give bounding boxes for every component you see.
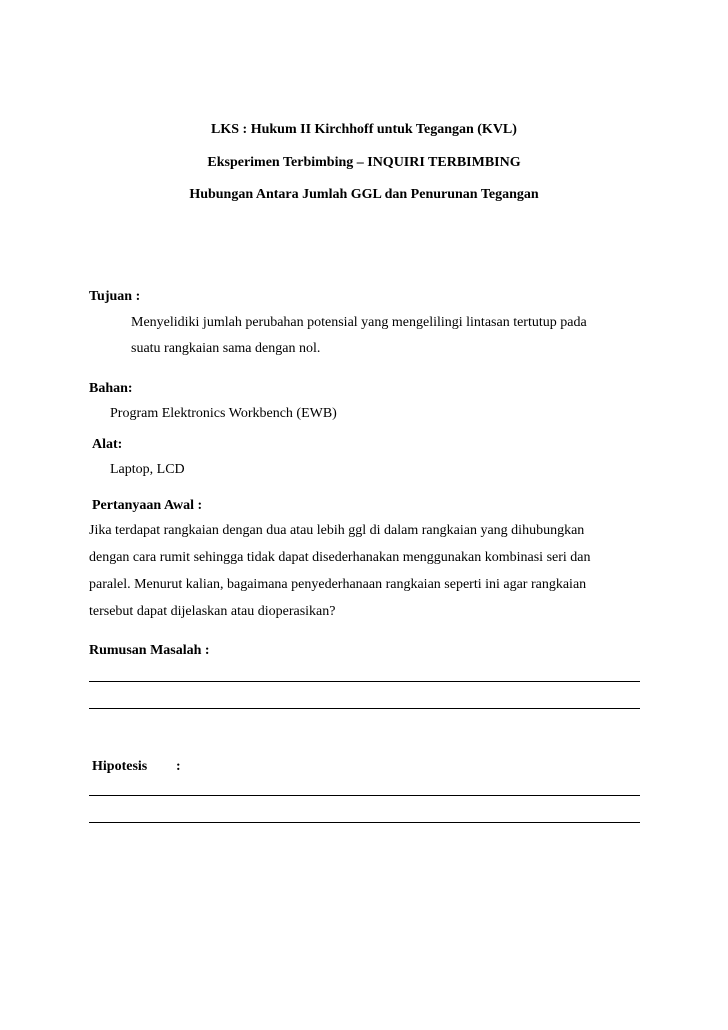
title-line-2: Eksperimen Terbimbing – INQUIRI TERBIMBING: [207, 155, 521, 170]
pertanyaan-awal-line-2: dengan cara rumit sehingga tidak dapat disederhanakan menggunakan kombinasi seri dan: [89, 550, 591, 565]
hipotesis-answer-line-2[interactable]: [89, 822, 640, 823]
bahan-item: Program Elektronics Workbench (EWB): [110, 406, 337, 421]
pertanyaan-awal-line-4: tersebut dapat dijelaskan atau dioperasikan?: [89, 604, 336, 619]
title-line-1: LKS : Hukum II Kirchhoff untuk Tegangan (KVL): [211, 122, 517, 137]
rumusan-masalah-answer-line-2[interactable]: [89, 708, 640, 709]
tujuan-text-line-1: Menyelidiki jumlah perubahan potensial yang mengelilingi lintasan tertutup pada: [131, 315, 587, 330]
rumusan-masalah-heading: Rumusan Masalah :: [89, 643, 210, 658]
hipotesis-answer-line-1[interactable]: [89, 795, 640, 796]
tujuan-heading: Tujuan :: [89, 289, 141, 304]
pertanyaan-awal-heading: Pertanyaan Awal :: [92, 498, 203, 513]
rumusan-masalah-answer-line-1[interactable]: [89, 681, 640, 682]
bahan-heading: Bahan:: [89, 381, 133, 396]
hipotesis-heading: Hipotesis: [92, 759, 148, 774]
alat-item: Laptop, LCD: [110, 462, 185, 477]
pertanyaan-awal-line-1: Jika terdapat rangkaian dengan dua atau lebih ggl di dalam rangkaian yang dihubungkan: [89, 523, 585, 538]
alat-heading: Alat:: [92, 437, 123, 452]
pertanyaan-awal-line-3: paralel. Menurut kalian, bagaimana penyederhanaan rangkaian seperti ini agar rangkaian: [89, 577, 587, 592]
title-line-3: Hubungan Antara Jumlah GGL dan Penurunan Tegangan: [189, 187, 539, 202]
tujuan-text-line-2: suatu rangkaian sama dengan nol.: [131, 341, 321, 356]
hipotesis-colon: :: [176, 759, 181, 774]
